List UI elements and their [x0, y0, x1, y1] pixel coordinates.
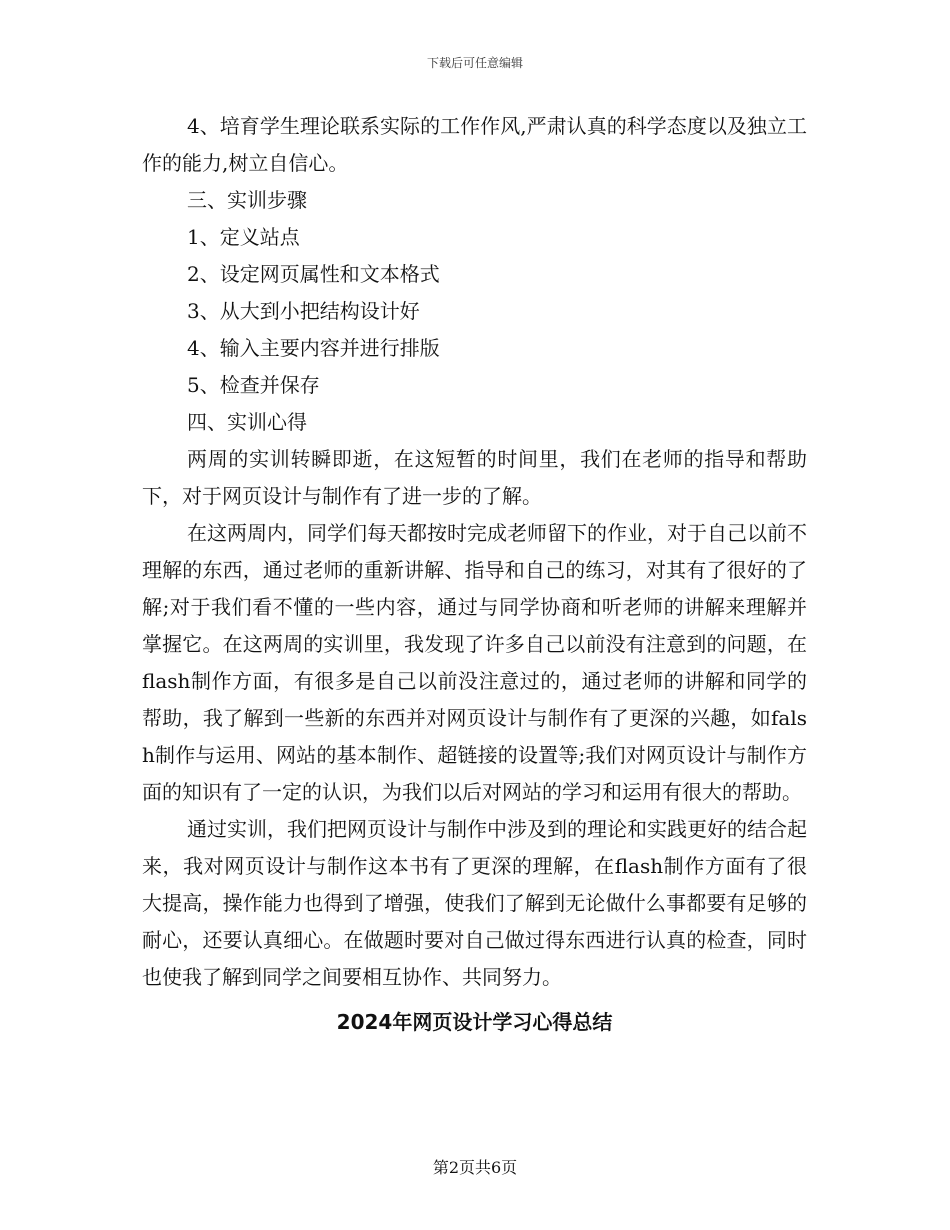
- step-item-1: 1、定义站点: [187, 225, 300, 249]
- step-item-5: 5、检查并保存: [187, 373, 320, 397]
- page-footer-number: 第2页共6页: [432, 1158, 518, 1177]
- step-item-4: 4、输入主要内容并进行排版: [187, 336, 440, 360]
- step-item-3: 3、从大到小把结构设计好: [187, 299, 420, 323]
- page-header-note: 下载后可任意编辑: [426, 56, 523, 70]
- document-body: [142, 108, 807, 1041]
- paragraph-reflection-summary: 通过实训，我们把网页设计与制作中涉及到的理论和实践更好的结合起来，我对网页设计与制作这本书有了更深的理解，在flash制作方面有了很大提高，操作能力也得到了增强，使我们了解到无论做什么事都要有足够的耐心，还要认真细心。在做题时要对自己做过得东西进行认真的检查，同时也使我了解到同学之间要相互协作、共同努力。: [142, 817, 807, 989]
- paragraph-objective-4: 4、培育学生理论联系实际的工作作风,严肃认真的科学态度以及独立工作的能力,树立自信心。: [142, 114, 807, 175]
- paragraph-reflection-detail: 在这两周内，同学们每天都按时完成老师留下的作业，对于自己以前不理解的东西，通过老师的重新讲解、指导和自己的练习，对其有了很好的了解;对于我们看不懂的一些内容，通过与同学协商和听老师的讲解来理解并掌握它。在这两周的实训里，我发现了许多自己以前没有注意到的问题，在flash制作方面，有很多是自己以前没注意过的，通过老师的讲解和同学的帮助，我了解到一些新的东西并对网页设计与制作有了更深的兴趣，如falsh制作与运用、网站的基本制作、超链接的设置等;我们对网页设计与制作方面的知识有了一定的认识，为我们以后对网站的学习和运用有很大的帮助。: [142, 521, 807, 804]
- next-section-title: 2024年网页设计学习心得总结: [336, 1010, 613, 1034]
- heading-training-reflections: 四、实训心得: [187, 410, 307, 434]
- step-item-2: 2、设定网页属性和文本格式: [187, 262, 440, 286]
- paragraph-reflection-intro: 两周的实训转瞬即逝，在这短暂的时间里，我们在老师的指导和帮助下，对于网页设计与制作有了进一步的了解。: [142, 447, 807, 508]
- heading-training-steps: 三、实训步骤: [187, 188, 307, 212]
